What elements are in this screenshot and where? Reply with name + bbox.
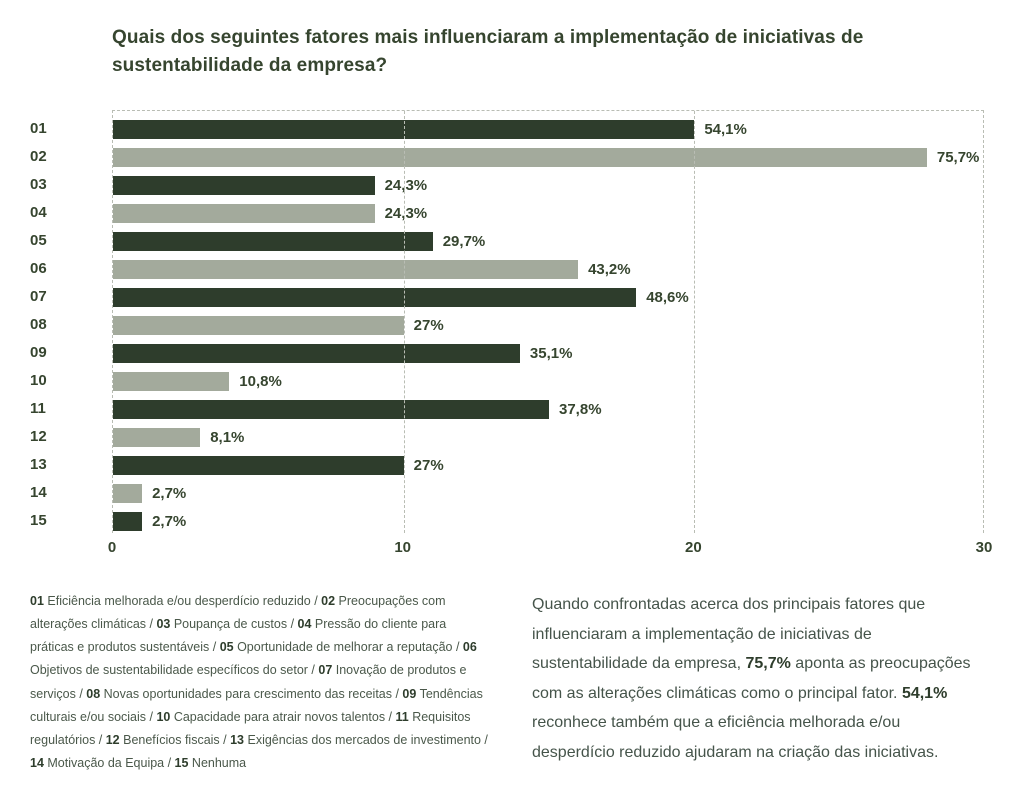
bar-value-label: 37,8%	[559, 401, 602, 418]
page-title: Quais dos seguintes fatores mais influenciaram a implementação de iniciativas de sustentabilidade da empresa?	[112, 27, 864, 76]
legend-code: 04	[297, 617, 312, 632]
y-axis-category-label: 09	[30, 344, 47, 361]
y-axis-category-label: 11	[30, 400, 46, 417]
bar	[113, 204, 375, 223]
y-axis-category-label: 14	[30, 484, 47, 501]
bar	[113, 456, 404, 475]
bar-value-label: 29,7%	[442, 233, 486, 250]
bar-row	[113, 396, 983, 424]
bar-value-label: 54,1%	[704, 121, 747, 138]
bar-value-label: 8,1%	[210, 429, 245, 446]
x-axis-tick: 30	[975, 539, 993, 556]
bar-value-label: 35,1%	[529, 345, 573, 362]
commentary-highlight-secondary: 54,1%	[901, 684, 948, 702]
legend-code: 12	[105, 732, 120, 747]
y-axis-category-label: 05	[30, 232, 47, 249]
y-axis-category-label: 15	[30, 512, 47, 529]
bar	[113, 428, 200, 447]
legend-code: 06	[462, 640, 477, 655]
bar-row	[113, 200, 983, 228]
bar-row	[113, 256, 983, 284]
bar	[113, 288, 636, 307]
legend-code: 02	[321, 594, 336, 608]
legend-code: 05	[219, 640, 234, 655]
legend-code: 07	[318, 663, 333, 678]
bar-value-label: 27%	[413, 457, 444, 474]
chart-plot-area	[112, 110, 984, 533]
legend-code: 09	[402, 686, 417, 701]
bar	[113, 148, 927, 167]
y-axis-labels	[30, 110, 100, 533]
x-axis-tick: 20	[684, 539, 702, 556]
y-axis-category-label: 03	[30, 176, 47, 193]
bar-row	[113, 340, 983, 368]
gridline	[404, 111, 405, 533]
bar	[113, 316, 404, 335]
y-axis-category-label: 12	[30, 428, 47, 445]
bar	[113, 400, 549, 419]
gridline	[694, 111, 695, 533]
bar-value-label: 10,8%	[239, 373, 282, 390]
bar	[113, 484, 142, 503]
bar	[113, 372, 229, 391]
bar-value-label: 2,7%	[152, 513, 187, 530]
commentary-highlight-primary: 75,7%	[745, 655, 791, 673]
bar-row	[113, 144, 983, 172]
y-axis-category-label: 08	[30, 316, 47, 333]
bar-value-label: 24,3%	[384, 205, 428, 222]
bar-row	[113, 508, 983, 536]
commentary-text: Quando confrontadas acerca dos principais fatores que influenciaram a implementação de iniciativas de sustentabilidade da empresa, 75,7% aponta as preocupações com as alterações climáticas como o principal fator. 54,1% reconhece também que a eficiência melhorada e/ou desperdício reduzido ajudaram na criação das iniciativas.	[532, 596, 971, 761]
bar	[113, 176, 375, 195]
legend-code: 08	[86, 686, 101, 701]
y-axis-category-label: 01	[30, 120, 47, 137]
y-axis-category-label: 10	[30, 372, 47, 389]
bar	[113, 344, 520, 363]
y-axis-category-label: 13	[30, 456, 47, 473]
legend-code: 11	[395, 709, 409, 724]
x-axis	[107, 533, 993, 559]
bar	[113, 232, 433, 251]
y-axis-category-label: 04	[30, 204, 47, 221]
bar-value-label: 48,6%	[646, 289, 689, 306]
x-axis-tick: 10	[394, 539, 411, 556]
legend-code: 10	[156, 709, 171, 724]
bar-row	[113, 424, 983, 452]
y-axis-category-label: 07	[30, 288, 47, 305]
y-axis-category-label: 06	[30, 260, 47, 277]
bar-row	[113, 284, 983, 312]
bar-rows	[113, 111, 983, 533]
legend-code: 14	[30, 755, 44, 770]
bar-value-label: 27%	[413, 317, 444, 334]
bar-row	[113, 312, 983, 340]
legend-code: 01	[30, 594, 44, 608]
bar-row	[113, 368, 983, 396]
bar-value-label: 43,2%	[588, 261, 631, 278]
legend-code: 13	[230, 732, 245, 747]
bar-row	[113, 172, 983, 200]
bar-value-label: 75,7%	[936, 149, 980, 166]
bar-row	[113, 452, 983, 480]
bar-value-label: 24,3%	[384, 177, 428, 194]
bar-row	[113, 228, 983, 256]
bar-row	[113, 116, 983, 144]
bar-value-label: 2,7%	[152, 485, 187, 502]
bar-row	[113, 480, 983, 508]
y-axis-category-label: 02	[30, 148, 47, 165]
legend-footnote: 01 Eficiência melhorada e/ou desperdício reduzido / 02 Preocupações com alterações climáticas / 03 Poupança de custos / 04 Pressão do cliente para práticas e produtos sustentáveis / 05 Oportunidade de melhorar a reputação / 06 Objetivos de sustentabilidade específicos do setor / 07 Inovação de produtos e serviços / 08 Novas oportunidades para crescimento das receitas / 09 Tendências culturais e/ou sociais / 10 Capacidade para atrair novos talentos / 11 Requisitos regulatórios / 12 Benefícios fiscais / 13 Exigências dos mercados de investimento / 14 Motivação da Equipa / 15 Nenhuma	[30, 594, 488, 770]
legend-code: 03	[156, 617, 171, 632]
legend-code: 15	[174, 755, 189, 770]
x-axis-tick: 0	[107, 539, 117, 556]
bar	[113, 260, 578, 279]
bar	[113, 512, 142, 531]
